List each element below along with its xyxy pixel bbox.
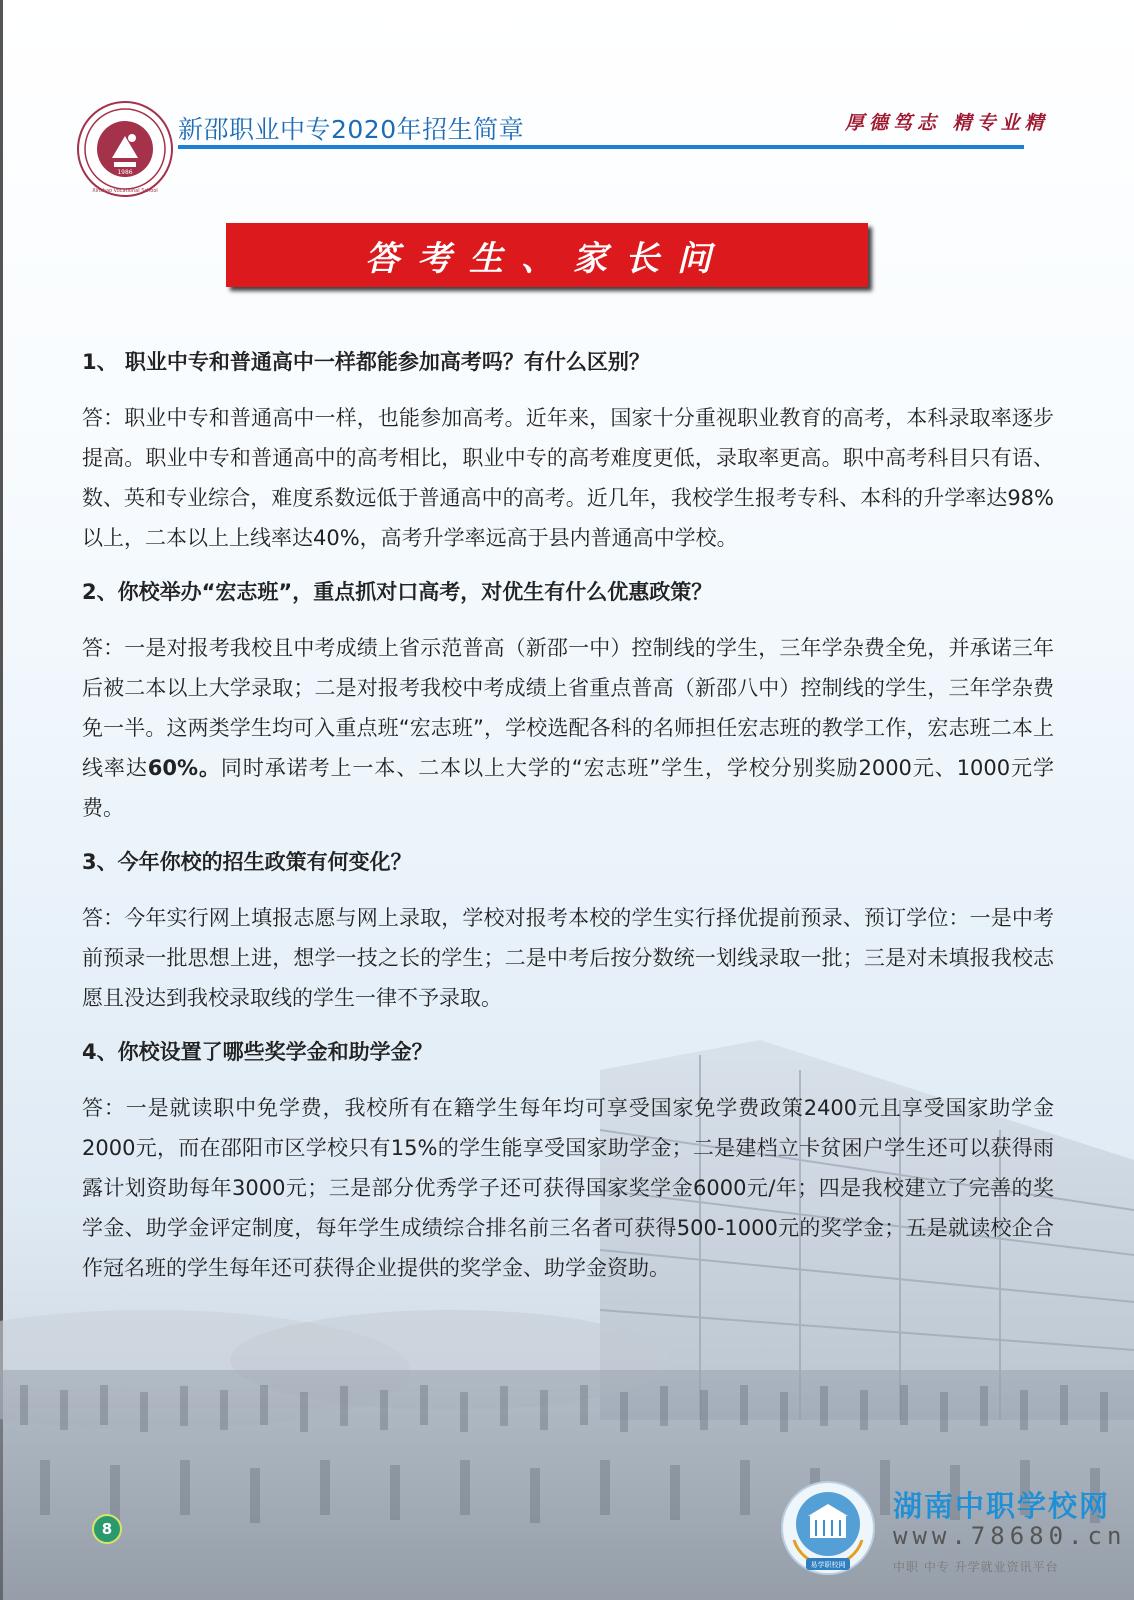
faq-question-4: 4、你校设置了哪些奖学金和助学金？ [82,1040,433,1064]
faq-question-3: 3、今年你校的招生政策有何变化？ [82,850,412,874]
faq-answer-1: 答：职业中专和普通高中一样，也能参加高考。近年来，国家十分重视职业教育的高考，本科录取率逐步提高。职业中专和普通高中的高考相比，职业中专的高考难度更低，录取率更高。职中高考科目只有语、数、英和专业综合，难度系数远低于普通高中的高考。近几年，我校学生报考专科、本科的升学率达98%以上，二本以上上线率达40%，高考升学率远高于县内普通高中学校。 [82,406,1054,550]
faq-answer-2-highlight: 60%。 [147,756,221,780]
watermark-tagline: 中职 中专 升学就业资讯平台 [893,1560,1059,1574]
school-motto: 厚德笃志 精专业精 [845,112,1049,134]
faq-answer-2-part-1: 答：一是对报考我校且中考成绩上省示范普高（新邵一中）控制线的学生，三年学杂费全免，并承诺三年后被二本以上大学录取；二是对报考我校中考成绩上省重点普高（新邵八中）控制线的学生，三年学杂费免一半。这两类学生均可入重点班“宏志班”，学校选配各科的名师担任宏志班的教学工作，宏志班二本上线率达 [82,636,1054,780]
banner-title: 答考生、家长问 [365,238,729,279]
watermark-url: www.78680.cn [893,1522,1127,1550]
faq-question-2: 2、你校举办“宏志班”，重点抓对口高考，对优生有什么优惠政策？ [82,580,713,604]
faq-answer-3: 答：今年实行网上填报志愿与网上录取，学校对报考本校的学生实行择优提前预录、预订学位：一是中考前预录一批思想上进，想学一技之长的学生；二是中考后按分数统一划线录取一批；三是对未填报我校志愿且没达到我校录取线的学生一律不予录取。 [82,906,1054,1010]
faq-content [82,344,1054,1304]
faq-answer-4: 答：一是就读职中免学费，我校所有在籍学生每年均可享受国家免学费政策2400元且享受国家助学金2000元，而在邵阳市区学校只有15%的学生能享受国家助学金；二是建档立卡贫困户学生还可以获得雨露计划资助每年3000元；三是部分优秀学子还可获得国家奖学金6000元/年；四是我校建立了完善的奖学金、助学金评定制度，每年学生成绩综合排名前三名者可获得500-1000元的奖学金；五是就读校企合作冠名班的学生每年还可获得企业提供的奖学金、助学金资助。 [82,1096,1054,1280]
watermark-badge: 易学职校网 [810,1561,846,1569]
school-logo-icon [76,100,174,198]
watermark-title: 湖南中职学校网 [893,1489,1111,1523]
header-divider [178,145,1024,149]
faq-answer-2 [82,628,1054,828]
page-number: 8 [92,1514,122,1544]
logo-year: 1986 [117,169,133,176]
logo-text: Xinshao Vocational School [92,188,158,194]
faq-answer-2-part-2: 同时承诺考上一本、二本以上大学的“宏志班”学生，学校分别奖励2000元、1000元学费。 [82,756,1054,820]
faq-question-1: 1、 职业中专和普通高中一样都能参加高考吗？有什么区别？ [82,350,650,374]
watermark-logo-icon [780,1480,876,1576]
header-title: 新邵职业中专2020年招生简章 [178,115,525,144]
section-title-banner [226,223,868,287]
